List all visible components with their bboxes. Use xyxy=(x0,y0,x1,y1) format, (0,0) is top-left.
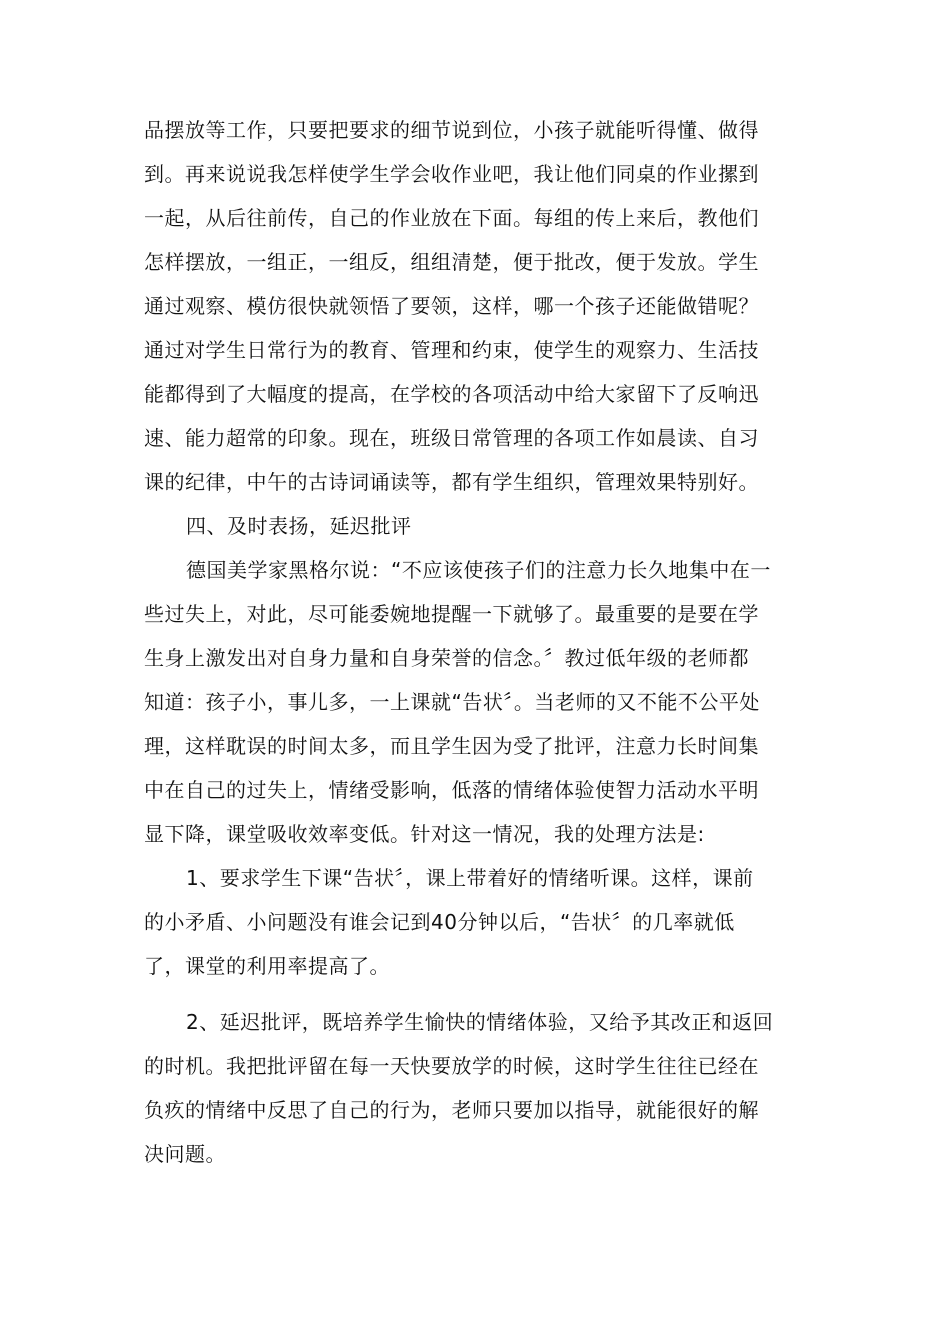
text-line: 了，课堂的利用率提高了。 xyxy=(144,954,390,978)
text-line: 2、延迟批评，既培养学生愉快的情绪体验，又给予其改正和返回 xyxy=(186,1010,774,1034)
text-line: 德国美学家黑格尔说：“不应该使孩子们的注意力长久地集中在一 xyxy=(186,558,771,582)
section-heading: 四、及时表扬，延迟批评 xyxy=(186,514,412,538)
text-line: 1、要求学生下课“告状〞，课上带着好的情绪听课。这样，课前 xyxy=(186,866,754,890)
text-line: 知道：孩子小，事儿多，一上课就“告状〞。当老师的又不能不公平处 xyxy=(144,690,760,714)
text-line: 的小矛盾、小问题没有谁会记到40分钟以后，“告状〞的几率就低 xyxy=(144,910,735,934)
text-line: 负疚的情绪中反思了自己的行为，老师只要加以指导，就能很好的解 xyxy=(144,1098,759,1122)
text-line: 速、能力超常的印象。现在，班级日常管理的各项工作如晨读、自习 xyxy=(144,426,759,450)
text-line: 能都得到了大幅度的提高，在学校的各项活动中给大家留下了反响迅 xyxy=(144,382,759,406)
text-line: 的时机。我把批评留在每一天快要放学的时候，这时学生往往已经在 xyxy=(144,1054,759,1078)
text-line: 生身上激发出对自身力量和自身荣誉的信念。〞教过低年级的老师都 xyxy=(144,646,749,670)
text-line: 通过对学生日常行为的教育、管理和约束，使学生的观察力、生活技 xyxy=(144,338,759,362)
text-line: 显下降，课堂吸收效率变低。针对这一情况，我的处理方法是: xyxy=(144,822,705,846)
text-line: 些过失上，对此，尽可能委婉地提醒一下就够了。最重要的是要在学 xyxy=(144,602,759,626)
text-line: 中在自己的过失上，情绪受影响，低落的情绪体验使智力活动水平明 xyxy=(144,778,759,802)
text-line: 决问题。 xyxy=(144,1142,226,1166)
text-line: 通过观察、模仿很快就领悟了要领，这样，哪一个孩子还能做错呢？ xyxy=(144,294,759,318)
text-line: 一起，从后往前传，自己的作业放在下面。每组的传上来后，教他们 xyxy=(144,206,759,230)
text-line: 课的纪律，中午的古诗词诵读等，都有学生组织，管理效果特别好。 xyxy=(144,470,759,494)
text-line: 理，这样耽误的时间太多，而且学生因为受了批评，注意力长时间集 xyxy=(144,734,759,758)
text-line: 到。再来说说我怎样使学生学会收作业吧，我让他们同桌的作业摞到 xyxy=(144,162,759,186)
text-line: 怎样摆放，一组正，一组反，组组清楚，便于批改，便于发放。学生 xyxy=(144,250,759,274)
text-line: 品摆放等工作，只要把要求的细节说到位，小孩子就能听得懂、做得 xyxy=(144,118,759,142)
